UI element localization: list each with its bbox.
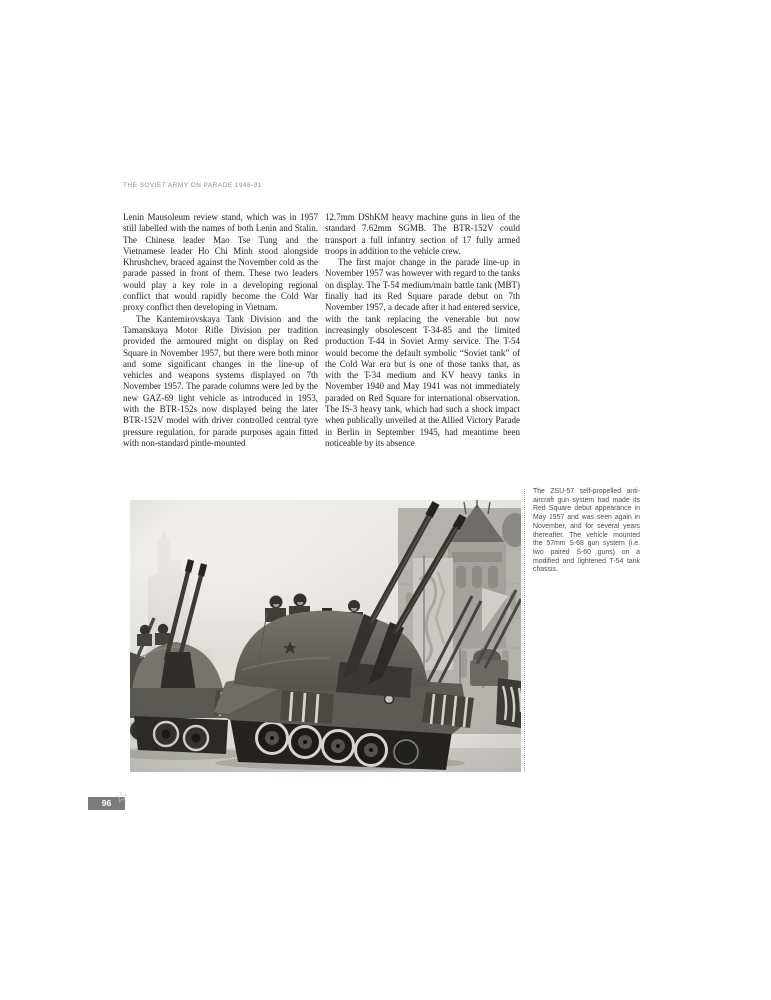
photo-caption: The ZSU-57 self-propelled anti-aircraft gun system had made its Red Square debut appearance in May 1957 and was seen again in November, and for several years thereafter. The vehicle mounted the 57mm S-68 gun system (i.e. two paired S-60 guns) on a modified and lightened T-54 tank chassis.: [533, 488, 640, 574]
text-column-right: [325, 212, 520, 449]
parade-photo-illustration: [130, 500, 521, 772]
paragraph: 12.7mm DShKM heavy machine guns in lieu of the standard 7.62mm SGMB. The BTR-152V could transport a full infantry section of 17 fully armed troops in addition to the vehicle crew.: [325, 212, 520, 256]
photo-vignette: [130, 500, 521, 772]
page-number-badge: 96: [88, 797, 125, 810]
text-column-left: [123, 212, 318, 449]
paragraph: Lenin Mausoleum review stand, which was in 1957 still labelled with the names of both Lenin and Stalin. The Chinese leader Mao Tse Tung and the Vietnamese leader Ho Chi Minh stood alongside Khrushchev, braced against the November cold as the parade passed in front of them. These two leaders would play a key role in a developing regional conflict that would rapidly become the Cold War proxy conflict then developing in Vietnam.: [123, 212, 318, 313]
running-header: THE SOVIET ARMY ON PARADE 1946-91: [123, 182, 262, 189]
paragraph: The Kantemirovskaya Tank Division and the Tamanskaya Motor Rifle Division per tradition provided the armoured might on display on Red Square in November 1957, but there were both minor and some significant changes in the line-up of vehicles and weapons systems displayed on 7th November 1957. The parade columns were led by the new GAZ-69 light vehicle as introduced in 1953, with the BTR-152s now displayed being the later BTR-152V model with driver controlled central tyre pressure regulation, for parade purposes again fitted with non-standard pintle-mounted: [123, 313, 318, 448]
caption-dotted-rule: [524, 489, 525, 772]
star-icon: ☆: [113, 786, 131, 808]
parade-photo: [130, 500, 521, 772]
paragraph: The first major change in the parade line-up in November 1957 was however with regard to the tanks on display. The T-54 medium/main battle tank (MBT) finally had its Red Square parade debut on 7th November 1957, a decade after it had entered service, with the tank replacing the venerable but now increasingly obsolescent T-34-85 and the limited production T-44 in Soviet Army service. The T-54 would become the default symbolic “Soviet tank” of the Cold War era but is one of those tanks that, as with the T-34 medium and KV heavy tanks in November 1940 and May 1941 was not immediately paraded on Red Square for international observation. The IS-3 heavy tank, which had such a shock impact when publically unveiled at the Allied Victory Parade in Berlin in September 1945, had meantime been noticeable by its absence: [325, 257, 520, 448]
